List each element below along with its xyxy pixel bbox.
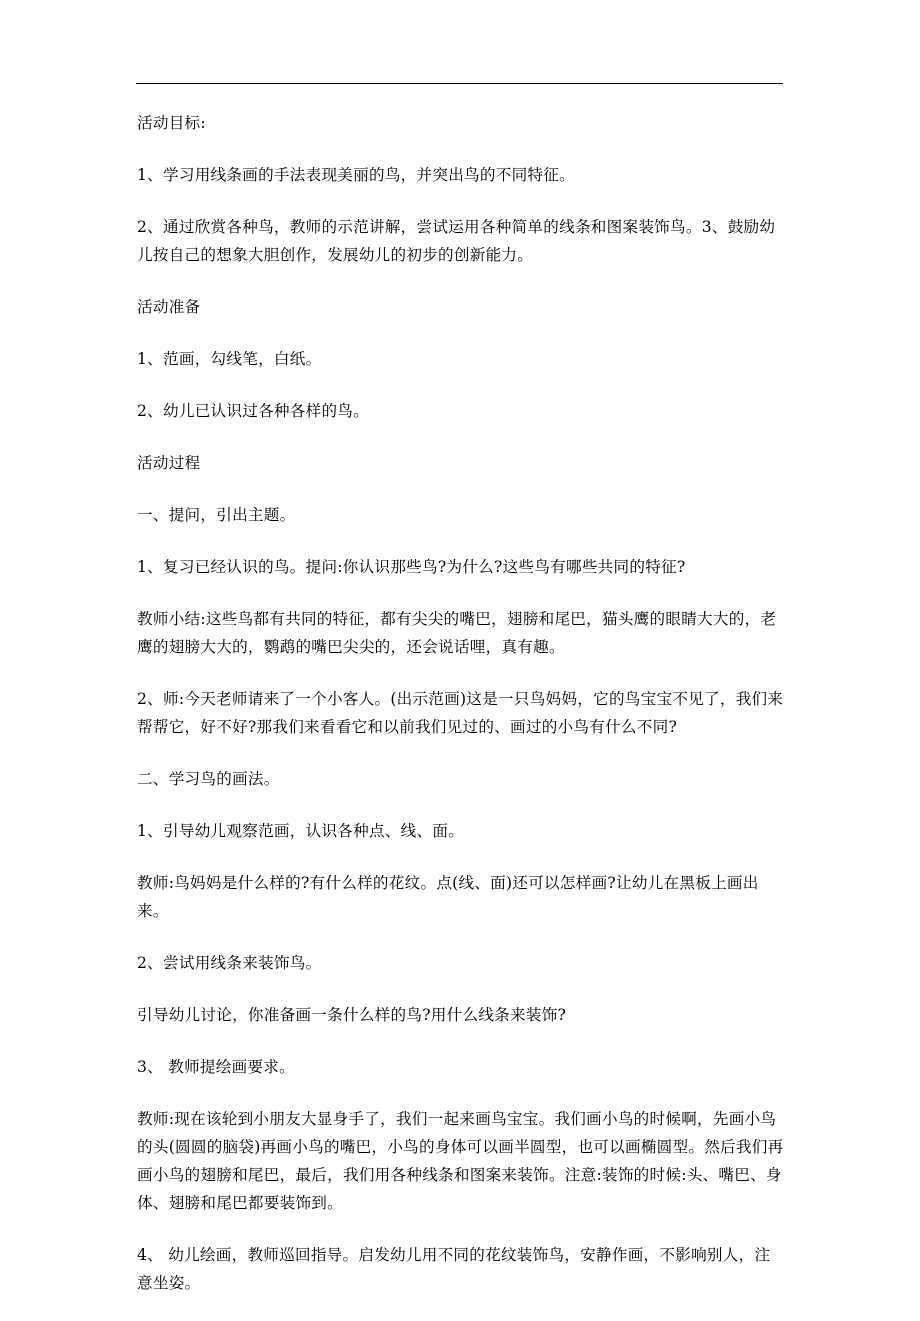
heading-activity-goals: 活动目标: — [137, 114, 206, 132]
process-step-1-2: 2、师:今天老师请来了一个小客人。(出示范画)这是一只鸟妈妈，它的鸟宝宝不见了，我们来帮帮它，好不好?那我们来看看它和以前我们见过的、画过的小鸟有什么不同? — [137, 690, 784, 736]
teacher-instructions: 教师:现在该轮到小朋友大显身手了，我们一起来画鸟宝宝。我们画小鸟的时候啊，先画小鸟的头(圆圆的脑袋)再画小鸟的嘴巴，小鸟的身体可以画半圆型，也可以画椭圆型。然后我们再画小鸟的翅膀和尾巴，最后，我们用各种线条和图案来装饰。注意:装饰的时候:头、嘴巴、身体、翅膀和尾巴都要装饰到。 — [137, 1110, 784, 1212]
process-step-2-1: 1、引导幼儿观察范画，认识各种点、线、面。 — [137, 822, 465, 840]
process-step-2-4: 4、 幼儿绘画，教师巡回指导。启发幼儿用不同的花纹装饰鸟，安静作画，不影响别人，注意坐姿。 — [137, 1246, 771, 1292]
heading-activity-preparation: 活动准备 — [137, 298, 201, 316]
teacher-summary: 教师小结:这些鸟都有共同的特征，都有尖尖的嘴巴，翅膀和尾巴，猫头鹰的眼睛大大的，老鹰的翅膀大大的，鹦鹉的嘴巴尖尖的，还会说话哩，真有趣。 — [137, 610, 777, 656]
heading-activity-process: 活动过程 — [137, 454, 201, 472]
process-section-1-title: 一、提问，引出主题。 — [137, 506, 296, 524]
teacher-question: 教师:鸟妈妈是什么样的?有什么样的花纹。点(线、面)还可以怎样画?让幼儿在黑板上画出来。 — [137, 874, 759, 920]
preparation-item-2: 2、幼儿已认识过各种各样的鸟。 — [137, 402, 369, 420]
process-step-2-2: 2、尝试用线条来装饰鸟。 — [137, 954, 322, 972]
guide-discussion: 引导幼儿讨论，你准备画一条什么样的鸟?用什么线条来装饰? — [137, 1006, 567, 1024]
header-rule — [136, 83, 783, 84]
goal-item-1: 1、学习用线条画的手法表现美丽的鸟，并突出鸟的不同特征。 — [137, 166, 575, 184]
process-step-1-1: 1、复习已经认识的鸟。提问:你认识那些鸟?为什么?这些鸟有哪些共同的特征? — [137, 558, 686, 576]
goal-item-2-3: 2、通过欣赏各种鸟，教师的示范讲解，尝试运用各种简单的线条和图案装饰鸟。3、鼓励幼儿按自己的想象大胆创作，发展幼儿的初步的创新能力。 — [137, 218, 776, 264]
process-section-2-title: 二、学习鸟的画法。 — [137, 770, 280, 788]
document-body — [137, 109, 785, 1321]
process-step-2-3: 3、 教师提绘画要求。 — [137, 1058, 295, 1076]
preparation-item-1: 1、范画，勾线笔，白纸。 — [137, 350, 322, 368]
